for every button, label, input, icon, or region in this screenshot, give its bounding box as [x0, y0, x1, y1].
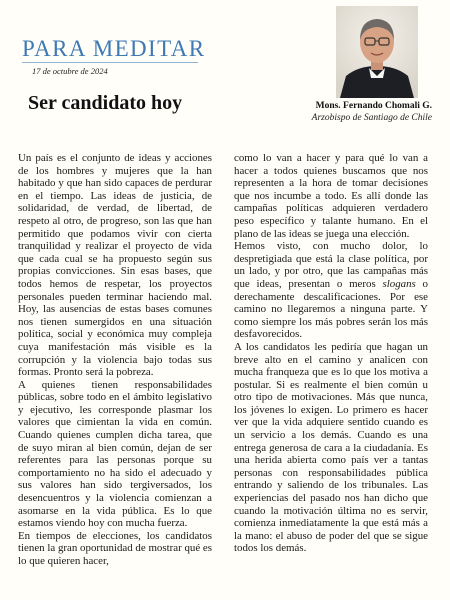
paragraph: En tiempos de elecciones, los candidatos tienen la gran oportunidad de mostrar qué es lo que quieren hacer,: [18, 529, 212, 567]
article-column-left: [18, 152, 212, 568]
author-photo: [336, 6, 418, 98]
author-name: Mons. Fernando Chomali G.: [315, 101, 432, 111]
paragraph-text: o derechamente descalificaciones. Por ese camino no llegaremos a ninguna parte. Y como siempre los más pobres serán los más desfavorecidos.: [234, 277, 428, 341]
emphasis-slogans: slogans: [382, 277, 416, 290]
paragraph: A los candidatos les pediría que hagan un breve alto en el camino y analicen con mucha franqueza que es lo que los motiva a postular. Si es realmente el bien común u otro tipo de motivaciones. Más que nunca, los jóvenes lo exigen. Lo primero es hacer ver que la vida adquiere sentido cuando es un servicio a los demás. Cuando es una entrega generosa de cara a la ciudadanía. Es una herida abierta como país ver a tantas personas con responsabilidades pública entrando y saliendo de los tribunales. Las experiencias del pasado nos han dicho que cuando la motivación última no es servir, comienza inmediatamente la que está más a la mano: el abuso de poder del que se sigue todos los demás.: [234, 340, 428, 555]
author-portrait-icon: [336, 6, 418, 98]
author-role: Arzobispo de Santiago de Chile: [311, 113, 432, 123]
section-title: PARA MEDITAR: [22, 36, 206, 61]
title-divider: [22, 62, 198, 63]
author-byline: [312, 100, 432, 124]
paragraph: Un país es el conjunto de ideas y acciones de los hombres y mujeres que la han habitado y que han sido capaces de perdurar en el tiempo. Las ideas de justicia, de solidaridad, de verdad, de libertad, de respeto al otro, de progreso, son las que han permitido que podamos vivir con cierta tranquilidad y realizar el proyecto de vida que cada cual se ha propuesto según sus propias convicciones. Sin esas bases, que todos hemos de respetar, los proyectos personales pueden terminar haciendo mal. Hoy, las ausencias de estas bases comunes nos tienen sumergidos en una situación política, social y económica muy compleja cuya manifestación más visible es la corrupción y la violencia bajo todas sus formas. Pronto será la pobreza.: [18, 152, 212, 379]
paragraph: como lo van a hacer y para qué lo van a hacer a todos quienes buscamos que nos representen a la hora de tomar decisiones que nos incumbe a todo. Es allí donde las campañas políticas adquieren verdadero peso específico y talante humano. En el plano de las ideas se juega una elección.: [234, 152, 428, 240]
publication-date: 17 de octubre de 2024: [32, 66, 108, 76]
article-column-right: [234, 152, 428, 555]
article-title: Ser candidato hoy: [28, 92, 183, 114]
paragraph: A quienes tienen responsabilidades públicas, sobre todo en el ámbito legislativo y ejecutivo, les corresponde plasmar los valores que cimientan la vida en común. Cuando quienes cumplen dicha tarea, que de suyo miran al bien común, dejan de ser referentes para las personas porque su comportamiento no ha sido el adecuado y sus valores han sido tergiversados, los desencuentros y la violencia comienzan a asomarse en la vida pública. Es lo que estamos viendo hoy con mucha fuerza.: [18, 378, 212, 530]
paragraph-text: Hemos visto, con mucho dolor, lo despretigiada que está la clase política, por un lado, y por otro, que las campañas más que ideas, presentan o meros: [234, 240, 428, 290]
paragraph: [234, 240, 428, 341]
